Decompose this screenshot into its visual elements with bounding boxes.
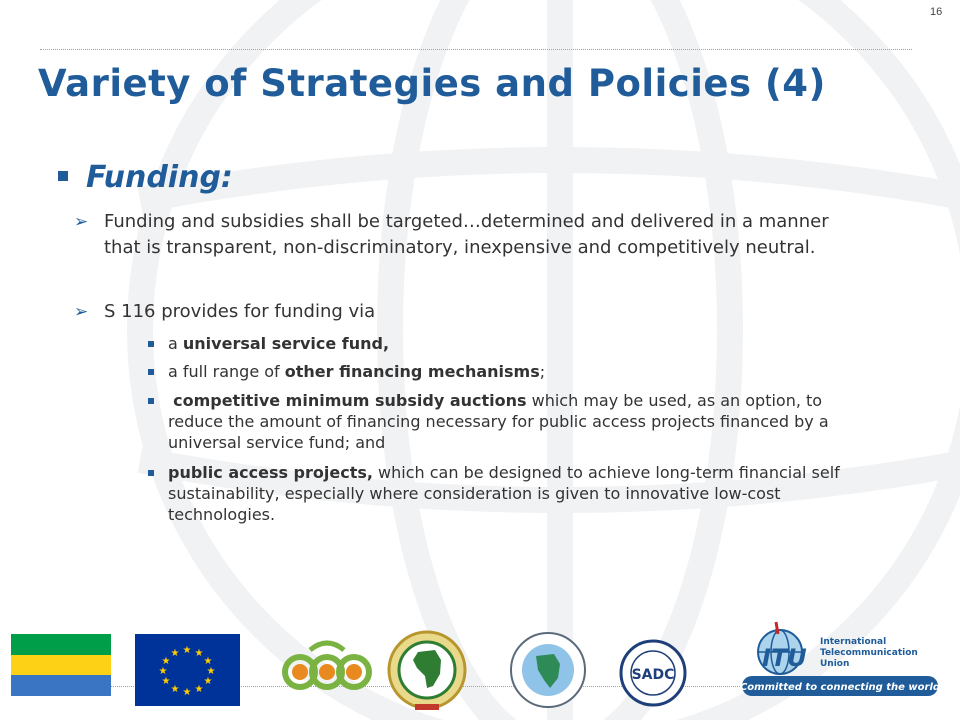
crasa-emblem-icon (508, 630, 588, 710)
arrow-bullet-icon: ➢ (74, 302, 89, 322)
slide-content (58, 160, 898, 525)
sub-item-text: public access projects, which can be designed to achieve long-term financial self sustainability, especially where consideration is given to innovative low-cost technologies. (168, 463, 840, 524)
eu-flag-icon (135, 634, 240, 706)
list-item (74, 299, 898, 325)
sub-item-text: competitive minimum subsidy auctions which may be used, as an option, to reduce the amount of financing necessary for public access projects financed by a universal service fund; and (168, 391, 829, 452)
sub-list-item (148, 333, 898, 354)
top-divider (40, 49, 912, 50)
svg-text:SADC: SADC (631, 667, 675, 683)
point-text: Funding and subsidies shall be targeted…determined and delivered in a manner that is transparent, non-discriminatory, inexpensive and competitively neutral. (104, 211, 829, 258)
svg-text:★: ★ (170, 684, 180, 695)
svg-text:★: ★ (203, 676, 213, 687)
sub-item-text: a universal service fund, (168, 334, 390, 353)
svg-text:International: International (820, 637, 887, 647)
point-text: S 116 provides for funding via (104, 301, 376, 322)
arrow-bullet-icon: ➢ (74, 212, 89, 232)
slide-number: 16 (930, 6, 943, 18)
svg-text:★: ★ (161, 676, 171, 687)
svg-text:★: ★ (194, 684, 204, 695)
svg-text:★: ★ (203, 656, 213, 667)
sub-list-item (148, 361, 898, 382)
itu-logo-icon (740, 620, 940, 704)
small-square-bullet-icon (148, 341, 154, 347)
small-square-bullet-icon (148, 470, 154, 476)
african-union-emblem-icon (385, 628, 469, 714)
svg-text:★: ★ (158, 666, 168, 677)
svg-text:★: ★ (206, 666, 216, 677)
sub-item-text: a full range of other financing mechanisms; (168, 362, 546, 381)
svg-text:Telecommunication: Telecommunication (820, 648, 918, 658)
square-bullet-icon (58, 171, 68, 181)
list-item (74, 209, 898, 261)
svg-text:★: ★ (161, 656, 171, 667)
svg-text:★: ★ (170, 648, 180, 659)
sub-list-item (148, 462, 898, 525)
sub-list-item (148, 390, 898, 453)
small-square-bullet-icon (148, 398, 154, 404)
svg-text:ITU: ITU (762, 644, 807, 672)
sadc-emblem-icon (618, 638, 688, 708)
funding-heading (58, 160, 898, 195)
funding-heading-text: Funding: (86, 160, 233, 195)
svg-text:Committed to connecting the wo: Committed to connecting the world (740, 682, 940, 693)
partner-logos (0, 620, 960, 720)
acp-logo-icon (280, 632, 372, 706)
gabon-flag-icon (11, 634, 111, 696)
svg-text:Union: Union (820, 659, 850, 669)
small-square-bullet-icon (148, 369, 154, 375)
svg-text:★: ★ (182, 645, 192, 656)
svg-text:★: ★ (194, 648, 204, 659)
slide-title: Variety of Strategies and Policies (4) (38, 62, 826, 105)
svg-text:★: ★ (182, 687, 192, 698)
